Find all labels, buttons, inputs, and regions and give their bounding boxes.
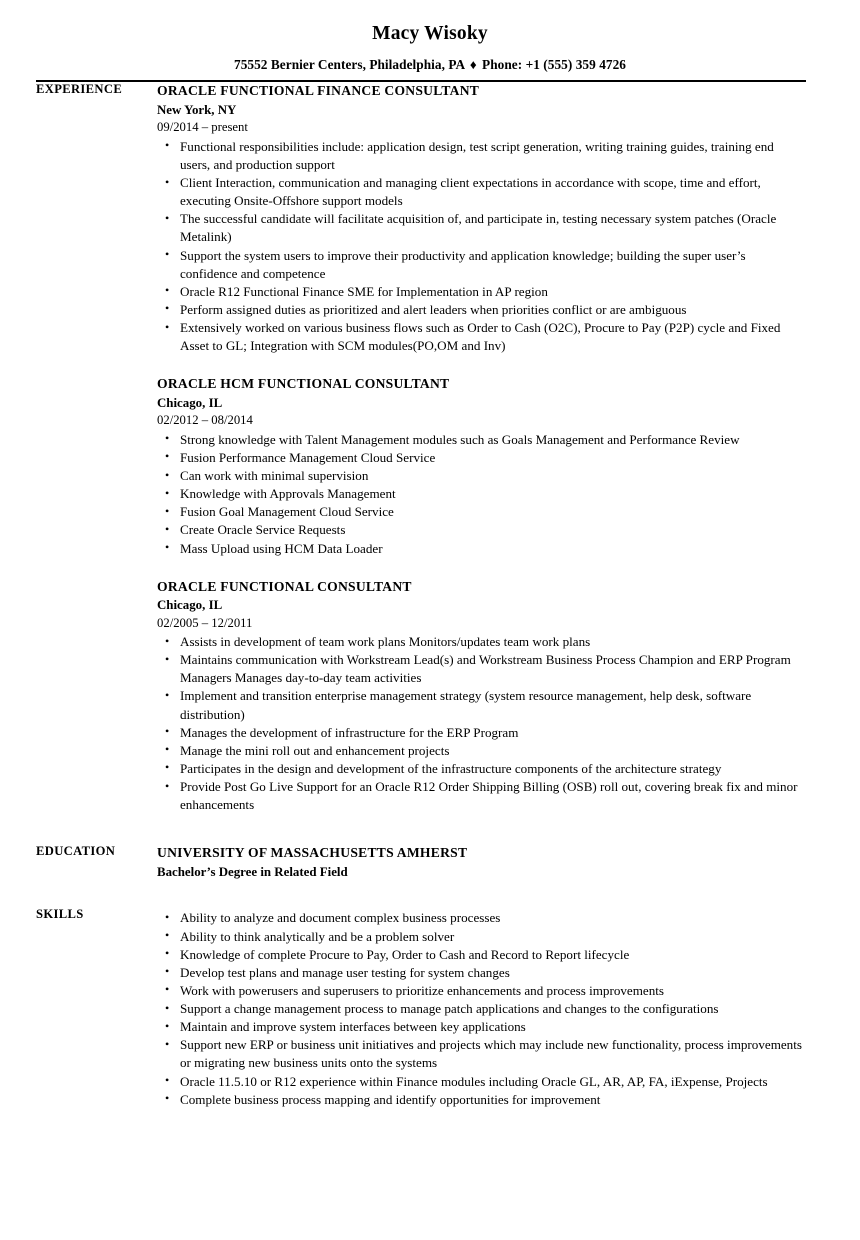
skill-bullet: • Oracle 11.5.10 or R12 experience within Finance modules including Oracle GL, AR, AP, FA, iExpense, Projects (157, 1073, 806, 1091)
section-spacer (36, 814, 806, 844)
job-bullet-list (157, 138, 806, 356)
section-skills (36, 907, 806, 1108)
job-bullet: • Extensively worked on various business flows such as Order to Cash (O2C), Procure to Pay (P2P) cycle and Fixed Asset to GL; Integration with SCM modules(PO,OM and Inv) (157, 319, 806, 355)
section-education (36, 844, 806, 881)
skill-bullet: • Support a change management process to manage patch applications and changes to the configurations (157, 1000, 806, 1018)
skill-bullet: • Knowledge of complete Procure to Pay, Order to Cash and Record to Report lifecycle (157, 946, 806, 964)
experience-entry (157, 82, 806, 355)
education-entry (157, 844, 806, 881)
contact-phone: Phone: +1 (555) 359 4726 (482, 57, 626, 73)
job-bullet: • The successful candidate will facilitate acquisition of, and participate in, testing necessary system patches (Oracle Metalink) (157, 210, 806, 246)
job-dates: 02/2005 – 12/2011 (157, 615, 253, 630)
education-degree: Bachelor’s Degree in Related Field (157, 865, 348, 880)
job-title: ORACLE FUNCTIONAL CONSULTANT (157, 578, 412, 594)
job-title: ORACLE FUNCTIONAL FINANCE CONSULTANT (157, 83, 480, 99)
job-bullet: • Manage the mini roll out and enhancement projects (157, 742, 806, 760)
job-location: Chicago, IL (157, 396, 223, 410)
job-bullet: • Oracle R12 Functional Finance SME for Implementation in AP region (157, 283, 806, 301)
education-school: UNIVERSITY OF MASSACHUSETTS AMHERST (157, 845, 468, 861)
job-title: ORACLE HCM FUNCTIONAL CONSULTANT (157, 376, 450, 392)
job-bullet-list (157, 633, 806, 814)
skills-entries (157, 907, 806, 1108)
job-location: Chicago, IL (157, 598, 223, 613)
experience-entries (157, 82, 806, 814)
job-bullet: • Assists in development of team work plans Monitors/updates team work plans (157, 633, 806, 651)
job-bullet: • Fusion Goal Management Cloud Service (157, 503, 806, 521)
section-label-experience: EXPERIENCE (36, 82, 123, 97)
job-bullet: • Participates in the design and development of the infrastructure components of the architecture strategy (157, 760, 806, 778)
skill-bullet: • Develop test plans and manage user testing for system changes (157, 964, 806, 982)
entry-spacer (157, 355, 806, 375)
resume-content (0, 82, 860, 1108)
education-entries (157, 844, 806, 881)
job-dates: 02/2012 – 08/2014 (157, 413, 253, 428)
contact-line (0, 57, 860, 73)
skill-bullet: • Ability to analyze and document complex business processes (157, 909, 806, 927)
contact-address: 75552 Bernier Centers, Philadelphia, PA (234, 57, 465, 73)
job-bullet-list (157, 431, 806, 558)
section-spacer (36, 881, 806, 907)
skill-bullet: • Ability to think analytically and be a problem solver (157, 928, 806, 946)
candidate-name: Macy Wisoky (372, 23, 488, 44)
job-bullet: • Provide Post Go Live Support for an Oracle R12 Order Shipping Billing (OSB) roll out, covering break fix and minor enhancements (157, 778, 806, 814)
job-location: New York, NY (157, 103, 237, 118)
job-bullet: • Can work with minimal supervision (157, 467, 806, 485)
section-label-education: EDUCATION (36, 844, 116, 859)
job-bullet: • Maintains communication with Workstream Lead(s) and Workstream Business Process Champion and ERP Program Managers Manages day-to-day team activities (157, 651, 806, 687)
diamond-separator-icon: ♦ (469, 57, 477, 73)
job-bullet: • Strong knowledge with Talent Management modules such as Goals Management and Performance Review (157, 431, 806, 449)
job-bullet: • Implement and transition enterprise management strategy (system resource management, help desk, software distribution) (157, 687, 806, 723)
section-experience (36, 82, 806, 814)
skill-bullet: • Work with powerusers and superusers to prioritize enhancements and process improvements (157, 982, 806, 1000)
skills-bullet-list (157, 909, 806, 1108)
job-bullet: • Perform assigned duties as prioritized and alert leaders when priorities conflict or are ambiguous (157, 301, 806, 319)
job-bullet: • Create Oracle Service Requests (157, 521, 806, 539)
skill-bullet: • Maintain and improve system interfaces between key applications (157, 1018, 806, 1036)
job-bullet: • Fusion Performance Management Cloud Service (157, 449, 806, 467)
skill-bullet: • Complete business process mapping and identify opportunities for improvement (157, 1091, 806, 1109)
skill-bullet: • Support new ERP or business unit initiatives and projects which may include new functionality, process improvements or migrating new business units onto the systems (157, 1036, 806, 1072)
job-bullet: • Mass Upload using HCM Data Loader (157, 540, 806, 558)
job-bullet: • Functional responsibilities include: application design, test script generation, writing training guides, training end users, and production support (157, 138, 806, 174)
job-dates: 09/2014 – present (157, 120, 248, 135)
job-bullet: • Client Interaction, communication and managing client expectations in accordance with scope, time and effort, executing Onsite-Offshore support models (157, 174, 806, 210)
job-bullet: • Manages the development of infrastructure for the ERP Program (157, 724, 806, 742)
job-bullet: • Support the system users to improve their productivity and application knowledge; building the super user’s confidence and competence (157, 247, 806, 283)
job-bullet: • Knowledge with Approvals Management (157, 485, 806, 503)
entry-spacer (157, 558, 806, 578)
resume-header (0, 0, 860, 73)
experience-entry (157, 375, 806, 557)
experience-entry (157, 578, 806, 815)
section-label-skills: SKILLS (36, 907, 84, 922)
